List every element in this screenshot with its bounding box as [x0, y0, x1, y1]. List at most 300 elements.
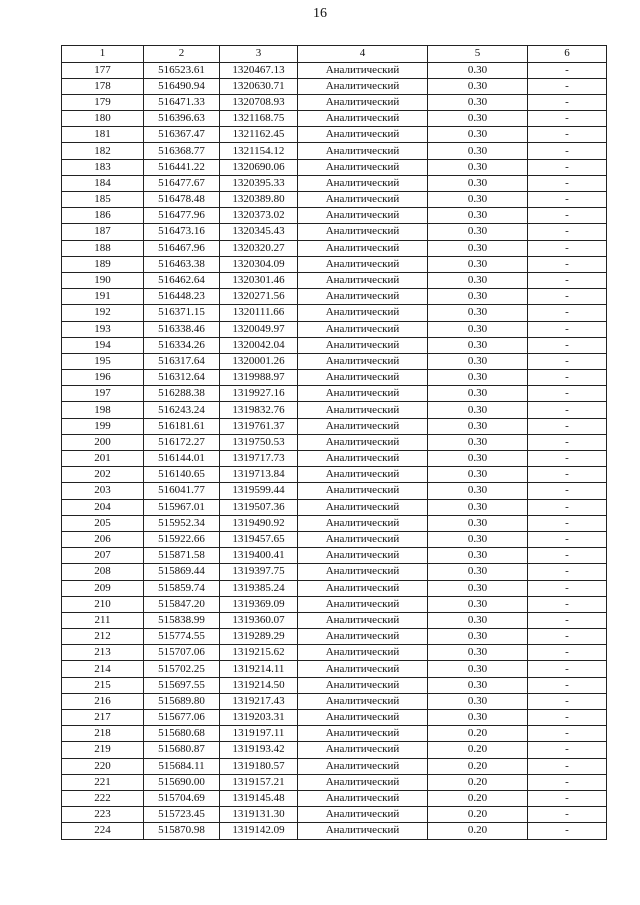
cell-accuracy: 0.30: [428, 386, 528, 402]
table-row: [62, 515, 607, 531]
cell-method: Аналитический: [298, 256, 428, 272]
cell-point-number: 189: [62, 256, 144, 272]
cell-y-coordinate: 1320111.66: [220, 305, 298, 321]
cell-method: Аналитический: [298, 612, 428, 628]
table-row: [62, 111, 607, 127]
cell-method: Аналитический: [298, 272, 428, 288]
cell-note: -: [528, 531, 607, 547]
cell-x-coordinate: 516181.61: [144, 418, 220, 434]
cell-y-coordinate: 1321154.12: [220, 143, 298, 159]
cell-point-number: 193: [62, 321, 144, 337]
cell-method: Аналитический: [298, 434, 428, 450]
table-row: [62, 127, 607, 143]
cell-note: -: [528, 94, 607, 110]
cell-accuracy: 0.30: [428, 192, 528, 208]
cell-point-number: 222: [62, 790, 144, 806]
cell-accuracy: 0.30: [428, 175, 528, 191]
table-row: [62, 434, 607, 450]
cell-accuracy: 0.30: [428, 159, 528, 175]
cell-accuracy: 0.30: [428, 645, 528, 661]
cell-point-number: 218: [62, 726, 144, 742]
table-row: [62, 337, 607, 353]
cell-y-coordinate: 1319713.84: [220, 467, 298, 483]
cell-point-number: 216: [62, 693, 144, 709]
cell-x-coordinate: 515774.55: [144, 629, 220, 645]
cell-y-coordinate: 1319832.76: [220, 402, 298, 418]
cell-accuracy: 0.20: [428, 790, 528, 806]
cell-x-coordinate: 516473.16: [144, 224, 220, 240]
cell-x-coordinate: 516368.77: [144, 143, 220, 159]
cell-x-coordinate: 516490.94: [144, 78, 220, 94]
cell-x-coordinate: 515870.98: [144, 823, 220, 839]
cell-note: -: [528, 710, 607, 726]
cell-point-number: 219: [62, 742, 144, 758]
cell-method: Аналитический: [298, 483, 428, 499]
cell-accuracy: 0.30: [428, 434, 528, 450]
cell-accuracy: 0.30: [428, 515, 528, 531]
cell-accuracy: 0.30: [428, 693, 528, 709]
cell-x-coordinate: 515697.55: [144, 677, 220, 693]
cell-accuracy: 0.30: [428, 94, 528, 110]
cell-x-coordinate: 515871.58: [144, 548, 220, 564]
cell-x-coordinate: 515922.66: [144, 531, 220, 547]
cell-y-coordinate: 1320373.02: [220, 208, 298, 224]
table-row: [62, 645, 607, 661]
cell-point-number: 217: [62, 710, 144, 726]
cell-y-coordinate: 1320042.04: [220, 337, 298, 353]
cell-point-number: 201: [62, 451, 144, 467]
cell-note: -: [528, 240, 607, 256]
cell-method: Аналитический: [298, 596, 428, 612]
cell-accuracy: 0.30: [428, 483, 528, 499]
cell-point-number: 223: [62, 807, 144, 823]
cell-y-coordinate: 1319289.29: [220, 629, 298, 645]
cell-x-coordinate: 516441.22: [144, 159, 220, 175]
cell-method: Аналитический: [298, 192, 428, 208]
table-row: [62, 758, 607, 774]
cell-x-coordinate: 515690.00: [144, 774, 220, 790]
cell-method: Аналитический: [298, 370, 428, 386]
cell-x-coordinate: 515680.87: [144, 742, 220, 758]
table-row: [62, 726, 607, 742]
cell-note: -: [528, 159, 607, 175]
cell-x-coordinate: 515847.20: [144, 596, 220, 612]
cell-method: Аналитический: [298, 467, 428, 483]
cell-method: Аналитический: [298, 143, 428, 159]
cell-y-coordinate: 1319400.41: [220, 548, 298, 564]
table-row: [62, 353, 607, 369]
column-header-note: 6: [528, 46, 607, 63]
cell-accuracy: 0.30: [428, 272, 528, 288]
cell-method: Аналитический: [298, 62, 428, 78]
cell-point-number: 207: [62, 548, 144, 564]
cell-accuracy: 0.30: [428, 402, 528, 418]
cell-accuracy: 0.30: [428, 580, 528, 596]
cell-method: Аналитический: [298, 807, 428, 823]
cell-accuracy: 0.30: [428, 418, 528, 434]
cell-method: Аналитический: [298, 661, 428, 677]
table-row: [62, 305, 607, 321]
cell-accuracy: 0.30: [428, 240, 528, 256]
cell-point-number: 196: [62, 370, 144, 386]
table-row: [62, 272, 607, 288]
column-header-y-coordinate: 3: [220, 46, 298, 63]
cell-method: Аналитический: [298, 402, 428, 418]
cell-method: Аналитический: [298, 677, 428, 693]
cell-point-number: 215: [62, 677, 144, 693]
table-row: [62, 175, 607, 191]
table-row: [62, 807, 607, 823]
cell-accuracy: 0.20: [428, 774, 528, 790]
cell-y-coordinate: 1319215.62: [220, 645, 298, 661]
cell-method: Аналитический: [298, 742, 428, 758]
cell-note: -: [528, 418, 607, 434]
cell-y-coordinate: 1319214.50: [220, 677, 298, 693]
cell-y-coordinate: 1320708.93: [220, 94, 298, 110]
cell-accuracy: 0.30: [428, 111, 528, 127]
cell-method: Аналитический: [298, 240, 428, 256]
cell-accuracy: 0.30: [428, 677, 528, 693]
cell-note: -: [528, 192, 607, 208]
table-row: [62, 467, 607, 483]
table-row: [62, 240, 607, 256]
cell-point-number: 205: [62, 515, 144, 531]
cell-y-coordinate: 1319988.97: [220, 370, 298, 386]
cell-method: Аналитический: [298, 337, 428, 353]
cell-note: -: [528, 224, 607, 240]
cell-x-coordinate: 516288.38: [144, 386, 220, 402]
cell-method: Аналитический: [298, 645, 428, 661]
cell-accuracy: 0.30: [428, 289, 528, 305]
cell-note: -: [528, 175, 607, 191]
coordinates-table: [61, 45, 607, 840]
cell-note: -: [528, 742, 607, 758]
cell-y-coordinate: 1320304.09: [220, 256, 298, 272]
cell-y-coordinate: 1319142.09: [220, 823, 298, 839]
table-row: [62, 451, 607, 467]
table-row: [62, 661, 607, 677]
table-row: [62, 742, 607, 758]
cell-method: Аналитический: [298, 710, 428, 726]
cell-note: -: [528, 677, 607, 693]
cell-x-coordinate: 515869.44: [144, 564, 220, 580]
cell-y-coordinate: 1319145.48: [220, 790, 298, 806]
cell-method: Аналитический: [298, 111, 428, 127]
cell-x-coordinate: 516338.46: [144, 321, 220, 337]
cell-point-number: 210: [62, 596, 144, 612]
cell-x-coordinate: 516463.38: [144, 256, 220, 272]
cell-note: -: [528, 256, 607, 272]
cell-note: -: [528, 289, 607, 305]
cell-accuracy: 0.30: [428, 353, 528, 369]
cell-accuracy: 0.20: [428, 823, 528, 839]
cell-point-number: 182: [62, 143, 144, 159]
table-row: [62, 370, 607, 386]
cell-point-number: 180: [62, 111, 144, 127]
cell-x-coordinate: 516477.96: [144, 208, 220, 224]
cell-note: -: [528, 353, 607, 369]
cell-point-number: 188: [62, 240, 144, 256]
cell-accuracy: 0.30: [428, 612, 528, 628]
cell-note: -: [528, 467, 607, 483]
table-row: [62, 596, 607, 612]
cell-y-coordinate: 1321168.75: [220, 111, 298, 127]
table-row: [62, 677, 607, 693]
cell-y-coordinate: 1319385.24: [220, 580, 298, 596]
cell-method: Аналитический: [298, 321, 428, 337]
cell-y-coordinate: 1320345.43: [220, 224, 298, 240]
cell-note: -: [528, 127, 607, 143]
cell-method: Аналитический: [298, 693, 428, 709]
cell-y-coordinate: 1319717.73: [220, 451, 298, 467]
cell-method: Аналитический: [298, 78, 428, 94]
column-header-accuracy: 5: [428, 46, 528, 63]
cell-method: Аналитический: [298, 580, 428, 596]
column-header-x-coordinate: 2: [144, 46, 220, 63]
cell-note: -: [528, 693, 607, 709]
cell-y-coordinate: 1319927.16: [220, 386, 298, 402]
table-row: [62, 256, 607, 272]
cell-x-coordinate: 516471.33: [144, 94, 220, 110]
cell-y-coordinate: 1320690.06: [220, 159, 298, 175]
cell-y-coordinate: 1319599.44: [220, 483, 298, 499]
cell-note: -: [528, 645, 607, 661]
cell-accuracy: 0.20: [428, 807, 528, 823]
cell-method: Аналитический: [298, 823, 428, 839]
table-row: [62, 693, 607, 709]
cell-note: -: [528, 434, 607, 450]
cell-x-coordinate: 515859.74: [144, 580, 220, 596]
cell-method: Аналитический: [298, 353, 428, 369]
cell-point-number: 209: [62, 580, 144, 596]
cell-note: -: [528, 612, 607, 628]
cell-accuracy: 0.20: [428, 758, 528, 774]
table-row: [62, 774, 607, 790]
cell-point-number: 224: [62, 823, 144, 839]
cell-accuracy: 0.30: [428, 596, 528, 612]
cell-method: Аналитический: [298, 515, 428, 531]
cell-accuracy: 0.30: [428, 321, 528, 337]
cell-point-number: 184: [62, 175, 144, 191]
cell-point-number: 203: [62, 483, 144, 499]
cell-y-coordinate: 1320271.56: [220, 289, 298, 305]
cell-accuracy: 0.20: [428, 742, 528, 758]
table-row: [62, 208, 607, 224]
cell-method: Аналитический: [298, 418, 428, 434]
table-row: [62, 580, 607, 596]
cell-y-coordinate: 1319360.07: [220, 612, 298, 628]
cell-accuracy: 0.30: [428, 531, 528, 547]
table-row: [62, 823, 607, 839]
cell-point-number: 208: [62, 564, 144, 580]
cell-x-coordinate: 516243.24: [144, 402, 220, 418]
cell-point-number: 202: [62, 467, 144, 483]
table-row: [62, 192, 607, 208]
cell-y-coordinate: 1319761.37: [220, 418, 298, 434]
cell-y-coordinate: 1320001.26: [220, 353, 298, 369]
cell-y-coordinate: 1319131.30: [220, 807, 298, 823]
cell-point-number: 212: [62, 629, 144, 645]
cell-note: -: [528, 143, 607, 159]
cell-y-coordinate: 1320049.97: [220, 321, 298, 337]
cell-x-coordinate: 516462.64: [144, 272, 220, 288]
cell-accuracy: 0.30: [428, 208, 528, 224]
cell-note: -: [528, 305, 607, 321]
cell-accuracy: 0.30: [428, 256, 528, 272]
cell-method: Аналитический: [298, 790, 428, 806]
cell-method: Аналитический: [298, 224, 428, 240]
cell-point-number: 191: [62, 289, 144, 305]
cell-x-coordinate: 515967.01: [144, 499, 220, 515]
cell-note: -: [528, 337, 607, 353]
cell-accuracy: 0.30: [428, 564, 528, 580]
cell-x-coordinate: 515952.34: [144, 515, 220, 531]
cell-y-coordinate: 1320389.80: [220, 192, 298, 208]
cell-method: Аналитический: [298, 159, 428, 175]
cell-note: -: [528, 402, 607, 418]
cell-x-coordinate: 516396.63: [144, 111, 220, 127]
cell-x-coordinate: 516312.64: [144, 370, 220, 386]
table-row: [62, 499, 607, 515]
cell-y-coordinate: 1321162.45: [220, 127, 298, 143]
cell-note: -: [528, 451, 607, 467]
table-row: [62, 612, 607, 628]
cell-method: Аналитический: [298, 531, 428, 547]
cell-note: -: [528, 370, 607, 386]
cell-note: -: [528, 483, 607, 499]
table-row: [62, 483, 607, 499]
cell-note: -: [528, 386, 607, 402]
cell-method: Аналитический: [298, 305, 428, 321]
cell-point-number: 194: [62, 337, 144, 353]
table-row: [62, 78, 607, 94]
cell-x-coordinate: 515838.99: [144, 612, 220, 628]
table-row: [62, 321, 607, 337]
cell-x-coordinate: 516172.27: [144, 434, 220, 450]
cell-method: Аналитический: [298, 127, 428, 143]
cell-accuracy: 0.30: [428, 499, 528, 515]
table-row: [62, 629, 607, 645]
table-row: [62, 548, 607, 564]
table-row: [62, 531, 607, 547]
cell-note: -: [528, 208, 607, 224]
cell-accuracy: 0.30: [428, 467, 528, 483]
table-header-row: [62, 46, 607, 63]
table-row: [62, 710, 607, 726]
cell-point-number: 185: [62, 192, 144, 208]
cell-x-coordinate: 516477.67: [144, 175, 220, 191]
cell-method: Аналитический: [298, 629, 428, 645]
cell-method: Аналитический: [298, 386, 428, 402]
table-row: [62, 224, 607, 240]
cell-x-coordinate: 516448.23: [144, 289, 220, 305]
cell-x-coordinate: 516523.61: [144, 62, 220, 78]
cell-note: -: [528, 78, 607, 94]
cell-point-number: 198: [62, 402, 144, 418]
cell-accuracy: 0.30: [428, 629, 528, 645]
cell-method: Аналитический: [298, 758, 428, 774]
cell-point-number: 183: [62, 159, 144, 175]
cell-accuracy: 0.30: [428, 224, 528, 240]
cell-y-coordinate: 1320467.13: [220, 62, 298, 78]
cell-accuracy: 0.30: [428, 143, 528, 159]
cell-accuracy: 0.30: [428, 451, 528, 467]
cell-y-coordinate: 1320301.46: [220, 272, 298, 288]
cell-method: Аналитический: [298, 774, 428, 790]
cell-note: -: [528, 321, 607, 337]
cell-x-coordinate: 516478.48: [144, 192, 220, 208]
cell-x-coordinate: 515684.11: [144, 758, 220, 774]
cell-point-number: 220: [62, 758, 144, 774]
cell-note: -: [528, 596, 607, 612]
cell-y-coordinate: 1319750.53: [220, 434, 298, 450]
column-header-method: 4: [298, 46, 428, 63]
cell-method: Аналитический: [298, 499, 428, 515]
cell-note: -: [528, 807, 607, 823]
cell-x-coordinate: 516367.47: [144, 127, 220, 143]
cell-method: Аналитический: [298, 208, 428, 224]
cell-point-number: 199: [62, 418, 144, 434]
table-row: [62, 159, 607, 175]
cell-note: -: [528, 515, 607, 531]
cell-x-coordinate: 516334.26: [144, 337, 220, 353]
cell-point-number: 213: [62, 645, 144, 661]
cell-method: Аналитический: [298, 726, 428, 742]
cell-y-coordinate: 1319369.09: [220, 596, 298, 612]
cell-x-coordinate: 515702.25: [144, 661, 220, 677]
cell-method: Аналитический: [298, 548, 428, 564]
cell-note: -: [528, 62, 607, 78]
cell-x-coordinate: 515704.69: [144, 790, 220, 806]
cell-y-coordinate: 1319397.75: [220, 564, 298, 580]
table-row: [62, 143, 607, 159]
cell-note: -: [528, 629, 607, 645]
cell-note: -: [528, 758, 607, 774]
cell-point-number: 178: [62, 78, 144, 94]
cell-accuracy: 0.20: [428, 726, 528, 742]
table-row: [62, 386, 607, 402]
cell-accuracy: 0.30: [428, 62, 528, 78]
cell-y-coordinate: 1319217.43: [220, 693, 298, 709]
cell-y-coordinate: 1320630.71: [220, 78, 298, 94]
cell-y-coordinate: 1319197.11: [220, 726, 298, 742]
cell-point-number: 192: [62, 305, 144, 321]
table-row: [62, 418, 607, 434]
cell-x-coordinate: 515677.06: [144, 710, 220, 726]
cell-x-coordinate: 515707.06: [144, 645, 220, 661]
cell-point-number: 195: [62, 353, 144, 369]
cell-accuracy: 0.30: [428, 305, 528, 321]
column-header-point-number: 1: [62, 46, 144, 63]
cell-y-coordinate: 1319214.11: [220, 661, 298, 677]
cell-note: -: [528, 774, 607, 790]
cell-note: -: [528, 726, 607, 742]
cell-point-number: 197: [62, 386, 144, 402]
cell-note: -: [528, 111, 607, 127]
table-row: [62, 564, 607, 580]
cell-y-coordinate: 1319203.31: [220, 710, 298, 726]
cell-x-coordinate: 516317.64: [144, 353, 220, 369]
cell-accuracy: 0.30: [428, 337, 528, 353]
cell-method: Аналитический: [298, 564, 428, 580]
cell-point-number: 221: [62, 774, 144, 790]
table-row: [62, 289, 607, 305]
table-row: [62, 402, 607, 418]
cell-accuracy: 0.30: [428, 710, 528, 726]
cell-note: -: [528, 580, 607, 596]
cell-y-coordinate: 1319507.36: [220, 499, 298, 515]
cell-y-coordinate: 1320395.33: [220, 175, 298, 191]
